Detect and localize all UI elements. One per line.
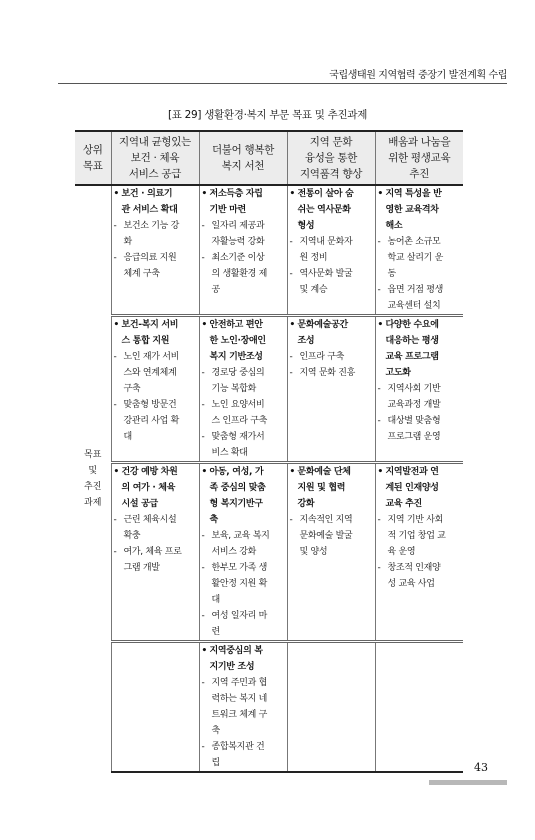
task-title-line: 전통이 살아 숨	[297, 189, 354, 199]
task-subitem-text	[388, 413, 441, 445]
side-label-line: 추진	[84, 482, 102, 492]
task-subitem	[202, 608, 285, 640]
table-body	[75, 185, 463, 772]
task-subitem-line: 비스 확대	[211, 448, 248, 458]
task-subitem-line: 대	[123, 432, 132, 442]
task-cell	[199, 642, 287, 773]
task-title-line: 아동, 여성, 가	[209, 467, 264, 477]
task-cell	[199, 316, 287, 463]
task-cell	[287, 185, 375, 316]
side-label	[75, 185, 111, 772]
task-cell	[111, 642, 199, 773]
dash-marker: -	[377, 515, 381, 525]
task-subitem-line: 대	[211, 595, 220, 605]
task-title-line: 기반 마련	[209, 205, 246, 215]
task-subitem-line: 지역내 문화자	[299, 237, 353, 247]
bullet-marker: •	[377, 320, 383, 330]
task-subitem	[378, 282, 462, 314]
task-title-line: 조성	[297, 336, 315, 346]
task-subitem	[202, 739, 285, 771]
task-subitem-line: 지속적인 지역	[299, 515, 353, 525]
task-subitem	[114, 349, 197, 397]
column-header-line: 지역품격 향상	[299, 168, 363, 180]
dash-marker: -	[113, 400, 117, 410]
table-row	[75, 463, 463, 642]
task-title-text	[210, 643, 263, 675]
task-title-line: 지역중심의 복	[209, 646, 263, 656]
task-cell	[111, 185, 199, 316]
side-label-line: 과제	[84, 498, 102, 508]
task-title-line: 형성	[297, 221, 315, 231]
task-subitem-line: 육 운영	[387, 547, 416, 557]
task-title-text	[210, 186, 263, 218]
task-title	[290, 317, 373, 349]
task-title-text	[298, 186, 354, 234]
column-header	[375, 131, 463, 185]
task-title	[378, 317, 462, 381]
column-header-line: 융성을 통한	[304, 152, 358, 164]
task-title-line: 스 통합 지원	[121, 336, 170, 346]
task-subitem-line: 자활능력 강화	[211, 237, 265, 247]
bullet-marker: •	[113, 467, 119, 477]
task-subitem-line: 원 정비	[299, 253, 328, 263]
task-title-line: 의 여가 · 체육	[121, 483, 176, 493]
dash-marker: -	[113, 515, 117, 525]
task-subitem-line: 스와 연계체계	[123, 368, 177, 378]
task-subitem-line: 대상별 맞춤형	[387, 416, 441, 426]
task-subitem-line: 구축	[123, 384, 141, 394]
task-subitem	[290, 349, 373, 365]
task-subitem	[202, 528, 285, 560]
task-title	[378, 186, 462, 234]
task-cell	[287, 463, 375, 642]
task-subitem-line: 적 기업 창업 교	[387, 531, 446, 541]
column-header	[287, 131, 375, 185]
task-title-line: 교육 추진	[385, 499, 422, 509]
task-subitem-line: 교육과정 개발	[387, 400, 441, 410]
task-subitem-line: 활안정 지원 확	[211, 579, 267, 589]
task-subitem-line: 학교 살리기 운	[387, 253, 443, 263]
dash-marker: -	[201, 253, 205, 263]
dash-marker: -	[201, 742, 205, 752]
task-subitem-line: 트워크 체계 구	[211, 710, 267, 720]
task-cell	[375, 463, 463, 642]
task-title-text	[122, 186, 178, 218]
task-subitem-text	[388, 282, 444, 314]
task-title	[290, 464, 373, 512]
task-subitem-line: 스 인프라 구축	[211, 416, 267, 426]
task-subitem-line: 근린 체육시설	[123, 515, 177, 525]
task-subitem-line: 화	[123, 237, 132, 247]
task-title-line: 안전하고 편안	[209, 320, 263, 330]
task-subitem-line: 최소기준 이상	[211, 253, 265, 263]
task-subitem	[378, 512, 462, 560]
task-subitem-line: 노인 재가 서비	[123, 352, 179, 362]
task-subitem-line: 문화예술 발굴	[299, 531, 353, 541]
task-subitem-line: 그램 개발	[123, 563, 160, 573]
task-subitem-text	[212, 608, 268, 640]
task-subitem-text	[212, 397, 268, 429]
task-title-line: 한 노인·장애인	[209, 336, 266, 346]
page-number: 43	[474, 761, 488, 774]
dash-marker: -	[201, 678, 205, 688]
task-title	[378, 464, 462, 512]
task-title-line: 지원 및 협력	[297, 483, 346, 493]
bullet-marker: •	[201, 189, 207, 199]
task-subitem-line: 지역 기반 사회	[387, 515, 443, 525]
task-title	[114, 464, 197, 512]
task-cell	[199, 463, 287, 642]
table-row	[75, 185, 463, 316]
task-subitem	[202, 675, 285, 739]
bullet-marker: •	[201, 467, 207, 477]
task-title-line: 쉬는 역사문화	[297, 205, 351, 215]
dash-marker: -	[113, 547, 117, 557]
task-subitem-text	[124, 512, 177, 544]
task-subitem	[202, 218, 285, 250]
task-subitem-text	[124, 544, 182, 576]
task-subitem-text	[212, 528, 270, 560]
task-title-line: 해소	[385, 221, 403, 231]
dash-marker: -	[201, 531, 205, 541]
task-subitem	[378, 413, 462, 445]
column-header	[111, 131, 199, 185]
task-subitem-text	[300, 512, 353, 560]
task-subitem	[378, 234, 462, 282]
task-title-line: 지역발전과 연	[385, 467, 439, 477]
task-subitem-line: 강관리 사업 확	[123, 416, 179, 426]
task-subitem	[290, 234, 373, 266]
task-title-line: 문화예술공간	[297, 320, 348, 330]
dash-marker: -	[377, 563, 381, 573]
task-subitem-line: 공	[211, 285, 220, 295]
task-subitem-line: 확충	[123, 531, 141, 541]
table-header-row	[75, 131, 463, 185]
dash-marker: -	[289, 269, 293, 279]
task-subitem-text	[212, 675, 268, 739]
task-subitem	[290, 266, 373, 298]
task-subitem-line: 보육, 교육 복지	[211, 531, 270, 541]
document-header: 국립생태원 지역협력 중장기 발전계획 수립	[329, 70, 507, 81]
task-subitem	[202, 365, 285, 397]
task-title-line: 형 복지기반구	[209, 499, 263, 509]
column-header	[199, 131, 287, 185]
dash-marker: -	[377, 384, 381, 394]
task-title	[114, 317, 197, 349]
task-subitem	[202, 560, 285, 608]
task-subitem-line: 서비스 강화	[211, 547, 257, 557]
task-subitem-text	[300, 234, 353, 266]
task-title-line: 고도화	[385, 368, 411, 378]
corner-line: 목표	[82, 160, 103, 172]
task-title-line: 복지 기반조성	[209, 352, 263, 362]
task-title	[202, 643, 285, 675]
task-subitem-text	[212, 429, 265, 461]
task-cell	[199, 185, 287, 316]
bullet-marker: •	[289, 189, 295, 199]
dash-marker: -	[201, 563, 205, 573]
task-title-line: 영한 교육격차	[385, 205, 439, 215]
task-title-line: 관 서비스 확대	[121, 205, 178, 215]
task-title-line: 교육 프로그램	[385, 352, 439, 362]
task-cell	[375, 185, 463, 316]
column-header-line: 추진	[409, 168, 430, 180]
task-title-text	[386, 464, 439, 512]
task-subitem-line: 지역 문화 진흥	[299, 368, 355, 378]
bullet-marker: •	[377, 189, 383, 199]
task-title	[202, 464, 285, 528]
task-subitem-line: 기능 복합화	[211, 384, 257, 394]
dash-marker: -	[113, 352, 117, 362]
task-subitem-line: 동	[387, 269, 396, 279]
task-subitem-line: 여가, 체육 프로	[123, 547, 182, 557]
task-subitem-line: 여성 일자리 마	[211, 611, 267, 621]
task-subitem	[114, 544, 197, 576]
task-title-line: 시설 공급	[121, 499, 158, 509]
task-subitem-text	[212, 739, 265, 771]
task-title-line: 축	[209, 515, 218, 525]
dash-marker: -	[201, 611, 205, 621]
dash-marker: -	[113, 253, 117, 263]
task-title-line: 보건 · 의료기	[121, 189, 173, 199]
task-subitem-line: 한부모 가족 생	[211, 563, 267, 573]
task-subitem-text	[212, 218, 265, 250]
task-cell	[375, 316, 463, 463]
column-header-line: 위한 평생교육	[388, 152, 451, 164]
column-header-line: 지역 문화	[309, 136, 353, 148]
task-subitem	[378, 560, 462, 592]
task-subitem-line: 력하는 복지 네	[211, 694, 267, 704]
task-subitem-line: 프로그램 운영	[387, 432, 441, 442]
goals-table	[75, 130, 463, 773]
task-subitem-text	[388, 381, 441, 413]
dash-marker: -	[377, 237, 381, 247]
task-title-line: 건강 예방 차원	[121, 467, 178, 477]
side-label-line: 및	[88, 466, 98, 476]
task-subitem-line: 련	[211, 627, 220, 637]
task-cell	[111, 463, 199, 642]
task-subitem-text	[212, 250, 268, 298]
task-subitem	[114, 250, 197, 282]
task-subitem-line: 의 생활환경 제	[211, 269, 267, 279]
task-cell	[111, 316, 199, 463]
task-title-line: 족 중심의 맞춤	[209, 483, 266, 493]
task-subitem-text	[300, 349, 345, 365]
task-subitem-line: 읍면 거점 평생	[387, 285, 443, 295]
bullet-marker: •	[201, 646, 207, 656]
column-header-line: 더불어 행복한	[211, 144, 275, 156]
task-subitem-line: 지역 주민과 협	[211, 678, 267, 688]
task-subitem-line: 인프라 구축	[299, 352, 345, 362]
bullet-marker: •	[289, 467, 295, 477]
task-subitem-line: 맞춤형 방문건	[123, 400, 177, 410]
task-subitem	[202, 429, 285, 461]
task-subitem-line: 창조적 인재양	[387, 563, 441, 573]
dash-marker: -	[377, 285, 381, 295]
task-title-line: 대응하는 평생	[385, 336, 439, 346]
task-subitem	[202, 250, 285, 298]
task-subitem-line: 축	[211, 726, 220, 736]
task-subitem	[114, 218, 197, 250]
task-subitem-line: 교육센터 설치	[387, 301, 441, 311]
side-label-line: 목표	[84, 450, 102, 460]
table-caption: [표 29] 생활환경·복지 부문 목표 및 추진과제	[167, 109, 368, 121]
task-subitem	[114, 397, 197, 445]
task-subitem-line: 종합복지관 건	[211, 742, 265, 752]
dash-marker: -	[289, 368, 293, 378]
task-subitem-line: 체계 구축	[123, 269, 160, 279]
task-subitem-line: 일자리 제공과	[211, 221, 265, 231]
task-subitem-line: 성 교육 사업	[387, 579, 435, 589]
task-title-line: 강화	[297, 499, 315, 509]
column-header-line: 배움과 나눔을	[388, 136, 451, 148]
task-subitem-text	[212, 365, 265, 397]
task-title-line: 문화예술 단체	[297, 467, 351, 477]
table-row	[75, 316, 463, 463]
dash-marker: -	[289, 237, 293, 247]
task-title	[290, 186, 373, 234]
header-rule	[58, 83, 507, 84]
column-header-line: 보건 · 체육	[130, 152, 180, 164]
task-cell	[287, 316, 375, 463]
dash-marker: -	[377, 416, 381, 426]
task-title-line: 지역 특성을 반	[385, 189, 442, 199]
task-title	[114, 186, 197, 218]
task-subitem-text	[300, 365, 356, 381]
task-cell	[375, 642, 463, 773]
task-subitem	[290, 512, 373, 560]
task-subitem-text	[124, 218, 180, 250]
task-subitem	[378, 381, 462, 413]
task-title-line: 다양한 수요에	[385, 320, 439, 330]
corner-header	[75, 131, 111, 185]
column-header-line: 복지 서천	[221, 160, 265, 172]
task-title-line: 보건-복지 서비	[121, 320, 179, 330]
bullet-marker: •	[201, 320, 207, 330]
task-title-text	[122, 464, 178, 512]
task-subitem	[202, 397, 285, 429]
task-subitem	[290, 365, 373, 381]
task-title-text	[210, 317, 266, 365]
task-subitem-line: 립	[211, 758, 220, 768]
task-subitem-text	[388, 234, 444, 282]
page-number-bar	[429, 780, 507, 785]
task-subitem-line: 역사문화 발굴	[299, 269, 353, 279]
task-subitem-line: 및 계승	[299, 285, 328, 295]
task-title-text	[386, 317, 439, 381]
task-subitem-line: 노인 요양서비	[211, 400, 265, 410]
dash-marker: -	[201, 432, 205, 442]
task-subitem	[114, 512, 197, 544]
bullet-marker: •	[377, 467, 383, 477]
task-title-line: 계된 인재양성	[385, 483, 439, 493]
task-title	[202, 317, 285, 365]
bullet-marker: •	[289, 320, 295, 330]
task-subitem-line: 경로당 중심의	[211, 368, 265, 378]
task-subitem-line: 응급의료 지원	[123, 253, 177, 263]
task-subitem-line: 지역사회 기반	[387, 384, 441, 394]
dash-marker: -	[201, 400, 205, 410]
task-subitem-text	[388, 512, 446, 560]
column-header-line: 서비스 공급	[128, 168, 182, 180]
task-subitem-text	[124, 397, 180, 445]
task-subitem-text	[124, 250, 177, 282]
corner-line: 상위	[82, 144, 103, 156]
bullet-marker: •	[113, 320, 119, 330]
task-subitem-line: 맞춤형 재가서	[211, 432, 265, 442]
task-title-text	[210, 464, 266, 528]
bullet-marker: •	[113, 189, 119, 199]
task-subitem-line: 농어촌 소규모	[387, 237, 441, 247]
task-title-line: 저소득층 자립	[209, 189, 263, 199]
task-subitem-text	[212, 560, 268, 608]
table-row	[75, 642, 463, 773]
task-title-text	[122, 317, 179, 349]
column-header-line: 지역내 균형있는	[119, 136, 191, 148]
dash-marker: -	[201, 221, 205, 231]
task-title-line: 지기반 조성	[209, 662, 255, 672]
task-title-text	[298, 464, 351, 512]
task-title-text	[386, 186, 442, 234]
task-subitem-line: 보건소 기능 강	[123, 221, 179, 231]
task-subitem-text	[300, 266, 353, 298]
task-subitem-line: 및 양성	[299, 547, 328, 557]
task-cell	[287, 642, 375, 773]
dash-marker: -	[289, 352, 293, 362]
dash-marker: -	[113, 221, 117, 231]
dash-marker: -	[289, 515, 293, 525]
dash-marker: -	[201, 368, 205, 378]
task-subitem-text	[124, 349, 180, 397]
task-title-text	[298, 317, 348, 349]
task-title	[202, 186, 285, 218]
task-subitem-text	[388, 560, 441, 592]
